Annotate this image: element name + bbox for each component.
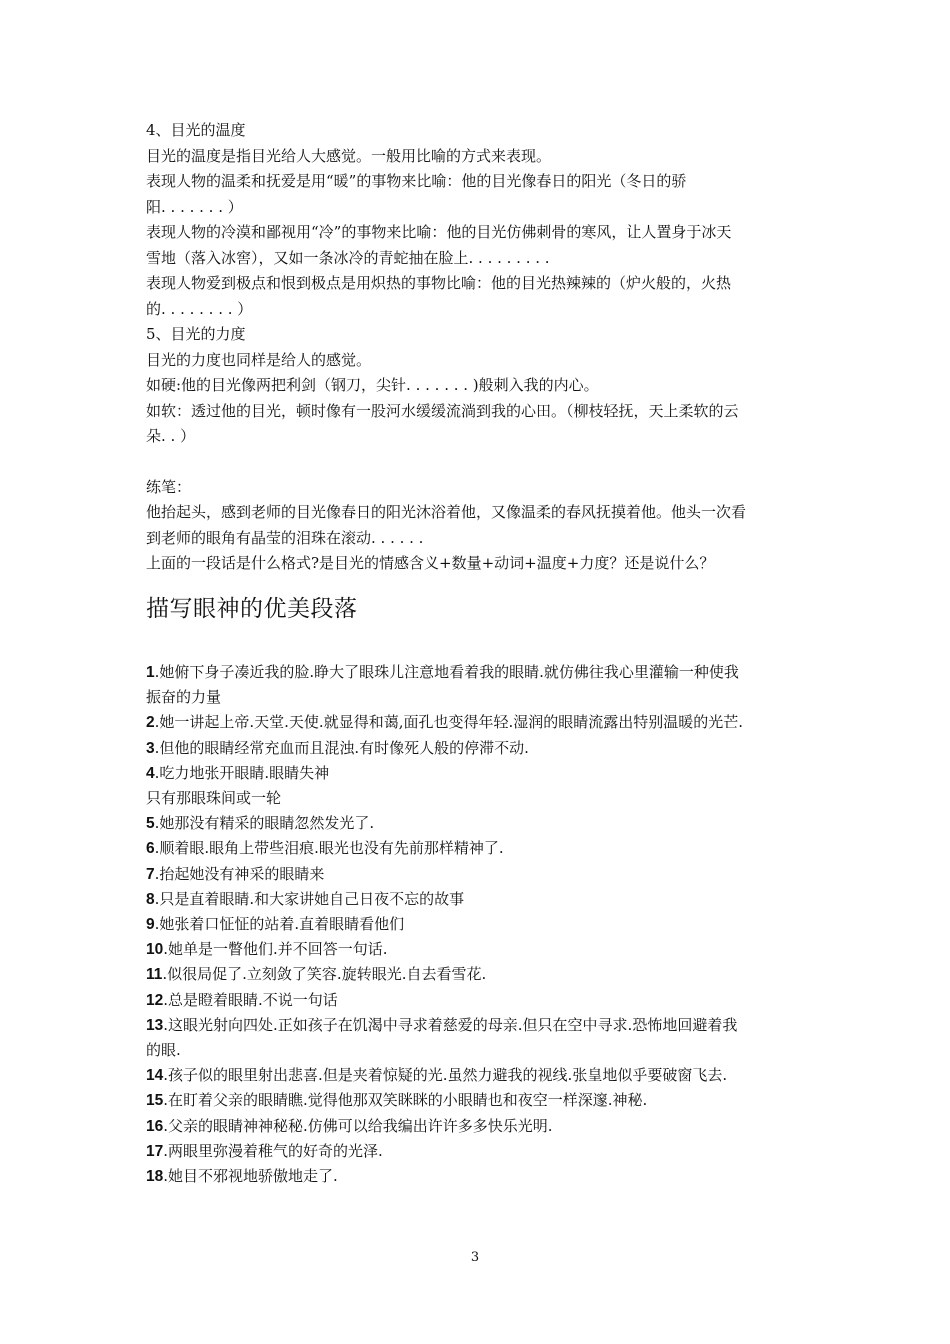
item-text: .但他的眼睛经常充血而且混浊.有时像死人般的停滞不动. <box>154 738 529 757</box>
list-item <box>146 786 826 811</box>
list-item <box>146 887 826 912</box>
list-item <box>146 761 826 786</box>
item-text: 的眼. <box>146 1041 181 1060</box>
list-item <box>146 1063 826 1088</box>
item-text: .她张着口怔怔的站着.直着眼睛看他们 <box>154 915 405 934</box>
item-text: .她那没有精采的眼睛忽然发光了. <box>154 814 375 833</box>
list-item <box>146 836 826 861</box>
paragraph-line: 目光的力度也同样是给人的感觉。 <box>146 350 372 369</box>
item-number: 6 <box>146 840 155 858</box>
paragraph-line: 5、目光的力度 <box>146 325 246 343</box>
item-text: .两眼里弥漫着稚气的好奇的光泽. <box>163 1141 383 1160</box>
paragraph-line: 表现人物的冷漠和鄙视用“冷”的事物来比喻：他的目光仿佛刺骨的寒风，让人置身于冰天 <box>146 223 732 241</box>
section-eye-temperature-strength <box>146 118 826 577</box>
item-text: .她一讲起上帝.天堂.天使.就显得和蔼,面孔也变得年轻.湿润的眼睛流露出特别温暖的光芒. <box>154 713 744 732</box>
paragraph-line: 表现人物爱到极点和恨到极点是用炽热的事物比喻：他的目光热辣辣的（炉火般的，火热 <box>146 274 732 292</box>
paragraph-line: 雪地（落入冰窖），又如一条冰冷的青蛇抽在脸上. . . . . . . . . <box>146 248 550 267</box>
blank-line <box>146 450 826 475</box>
paragraph-line: 如软：透过他的目光，顿时像有一股河水缓缓流淌到我的心田。（柳枝轻抚，天上柔软的云 <box>146 401 739 420</box>
item-number: 15 <box>146 1092 164 1110</box>
item-number: 11 <box>146 966 163 984</box>
item-number: 3 <box>146 739 155 757</box>
list-item <box>146 1139 826 1164</box>
section-heading: 描写眼神的优美段落 <box>146 596 358 622</box>
paragraph-line: 如硬:他的目光像两把利剑（钢刀，尖针. . . . . . . )般刺入我的内心。 <box>146 376 599 394</box>
list-item <box>146 1114 826 1139</box>
list-item <box>146 1038 826 1063</box>
paragraph-line: 上面的一段话是什么格式?是目光的情感含义+数量+动词+温度+力度？还是说什么？ <box>146 554 715 572</box>
list-item <box>146 862 826 887</box>
item-number: 8 <box>146 890 155 908</box>
item-number: 13 <box>146 1016 164 1034</box>
eye-description-list <box>146 660 826 1189</box>
paragraph-line: 的. . . . . . . . ） <box>146 299 253 318</box>
item-text: .在盯着父亲的眼睛瞧.觉得他那双笑眯眯的小眼睛也和夜空一样深邃.神秘. <box>163 1091 648 1110</box>
item-number: 18 <box>146 1168 164 1186</box>
paragraph-line: 目光的温度是指目光给人大感觉。一般用比喻的方式来表现。 <box>146 146 552 165</box>
list-item <box>146 660 826 685</box>
item-number: 7 <box>146 865 155 883</box>
item-text: .吃力地张开眼睛.眼睛失神 <box>154 763 330 782</box>
item-number: 16 <box>146 1117 164 1135</box>
item-text: .似很局促了.立刻敛了笑容.旋转眼光.自去看雪花. <box>162 965 487 984</box>
list-item <box>146 710 826 735</box>
item-text: .她单是一瞥他们.并不回答一句话. <box>163 940 388 959</box>
item-text: .只是直着眼睛.和大家讲她自己日夜不忘的故事 <box>154 889 465 908</box>
paragraph-line: 他抬起头，感到老师的目光像春日的阳光沐浴着他，又像温柔的春风抚摸着他。他头一次看 <box>146 503 747 521</box>
item-number: 10 <box>146 941 164 959</box>
item-text: .抬起她没有神采的眼睛来 <box>154 864 325 883</box>
list-item <box>146 811 826 836</box>
paragraph-line: 阳. . . . . . . ） <box>146 197 243 216</box>
item-text: .父亲的眼睛神神秘秘.仿佛可以给我编出许许多多快乐光明. <box>163 1116 553 1135</box>
list-item <box>146 736 826 761</box>
item-text: .孩子似的眼里射出悲喜.但是夹着惊疑的光.虽然力避我的视线.张皇地似乎要破窗飞去. <box>163 1066 728 1085</box>
list-item <box>146 685 826 710</box>
paragraph-line: 练笔： <box>146 477 192 496</box>
list-item <box>146 1013 826 1038</box>
item-number: 2 <box>146 714 155 732</box>
page-number: 3 <box>470 1250 480 1265</box>
list-item <box>146 937 826 962</box>
item-text: 只有那眼珠间或一轮 <box>146 789 282 808</box>
list-item <box>146 912 826 937</box>
list-item <box>146 1088 826 1113</box>
item-text: .她俯下身子凑近我的脸.睁大了眼珠儿注意地看着我的眼睛.就仿佛往我心里灌输一种使我 <box>154 663 739 681</box>
item-text: .她目不邪视地骄傲地走了. <box>163 1167 338 1186</box>
paragraph-line: 表现人物的温柔和抚爱是用“暖”的事物来比喻：他的目光像春日的阳光（冬日的骄 <box>146 172 687 190</box>
paragraph-line: 朵. . ） <box>146 427 196 445</box>
paragraph-line: 4、目光的温度 <box>146 121 246 139</box>
item-text: .这眼光射向四处.正如孩子在饥渴中寻求着慈爱的母亲.但只在空中寻求.恐怖地回避着我 <box>163 1015 738 1034</box>
item-number: 1 <box>146 664 155 681</box>
item-text: .总是瞪着眼睛.不说一句话 <box>163 990 338 1009</box>
paragraph-line: 到老师的眼角有晶莹的泪珠在滚动. . . . . . <box>146 528 424 547</box>
item-number: 5 <box>146 815 155 833</box>
item-number: 9 <box>146 916 155 934</box>
list-item <box>146 988 826 1013</box>
item-number: 14 <box>146 1067 164 1085</box>
item-text: 振奋的力量 <box>146 688 222 707</box>
list-item <box>146 1164 826 1189</box>
item-number: 12 <box>146 991 164 1009</box>
item-number: 17 <box>146 1142 164 1160</box>
item-text: .顺着眼.眼角上带些泪痕.眼光也没有先前那样精神了. <box>154 839 504 858</box>
item-number: 4 <box>146 764 155 782</box>
list-item <box>146 962 826 987</box>
